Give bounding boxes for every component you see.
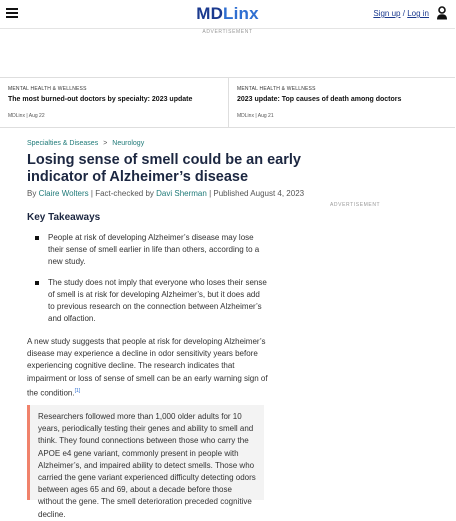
user-account-icon[interactable] — [436, 6, 448, 20]
related-articles — [0, 77, 455, 128]
sidebar-advertisement-label: ADVERTISEMENT — [330, 202, 381, 208]
related-meta: MDLinx | Aug 22 — [8, 113, 45, 119]
advertisement-label: ADVERTISEMENT — [202, 29, 253, 35]
callout-text: Researchers followed more than 1,000 older adults for 10 years, periodically testing their genes and ability to smell and think. They found connections between those who carry the APOE e4 gene variant, commonly present in people with Alzheimer’s, and impaired ability to detect smells. Those who carried the gene variant experienced difficulty detecting odors between ages 65 and 69, about a decade before those without the gene. The smell deterioration preceded cognitive decline. — [38, 412, 256, 519]
related-title[interactable]: The most burned-out doctors by specialty: 2023 update — [8, 96, 193, 103]
key-takeaways-heading: Key Takeaways — [27, 212, 101, 223]
breadcrumb-specialties[interactable]: Specialties & Diseases — [27, 140, 99, 147]
article-intro — [27, 336, 269, 400]
related-category: MENTAL HEALTH & WELLNESS — [237, 86, 316, 92]
by-prefix: By — [27, 189, 37, 198]
key-takeaways-list — [27, 232, 267, 333]
reference-link[interactable]: [1] — [74, 387, 81, 394]
related-card[interactable] — [228, 78, 456, 127]
breadcrumb — [27, 140, 144, 147]
related-card[interactable] — [0, 78, 227, 127]
list-item: People at risk of developing Alzheimer’s disease may lose their sense of smell earlier in life than others, according to a new study. — [27, 232, 267, 269]
intro-text: A new study suggests that people at risk for developing Alzheimer’s disease may experience a decline in odor sensitivity years before experiencing cognitive decline. The research indicates that impairment or loss of sense of smell can be an early warning sign of the condition. — [27, 337, 268, 398]
log-in-link[interactable]: Log in — [407, 9, 429, 18]
author-link[interactable]: Claire Wolters — [38, 189, 89, 198]
related-title[interactable]: 2023 update: Top causes of death among doctors — [237, 96, 402, 103]
published-date: | Published August 4, 2023 — [209, 189, 305, 198]
breadcrumb-separator: > — [103, 140, 108, 147]
list-item: The study does not imply that everyone who loses their sense of smell is at risk for developing Alzheimer’s, but it does add to previous research on the connection between Alzheimer’s and olfaction. — [27, 277, 267, 326]
sign-up-link[interactable]: Sign up — [373, 9, 401, 18]
mdlinx-logo[interactable]: MDLinx — [196, 4, 259, 23]
fact-check-prefix: | Fact-checked by — [90, 189, 154, 198]
fact-checker-link[interactable]: Davi Sherman — [156, 189, 207, 198]
site-header — [0, 0, 455, 29]
callout-box — [27, 405, 264, 519]
article-headline: Losing sense of smell could be an early indicator of Alzheimer’s disease — [27, 152, 301, 185]
auth-separator: / — [402, 9, 405, 18]
related-category: MENTAL HEALTH & WELLNESS — [8, 86, 87, 92]
auth-links — [373, 9, 429, 18]
breadcrumb-neurology[interactable]: Neurology — [112, 140, 145, 147]
article-byline — [27, 189, 304, 198]
related-meta: MDLinx | Aug 21 — [237, 113, 274, 119]
